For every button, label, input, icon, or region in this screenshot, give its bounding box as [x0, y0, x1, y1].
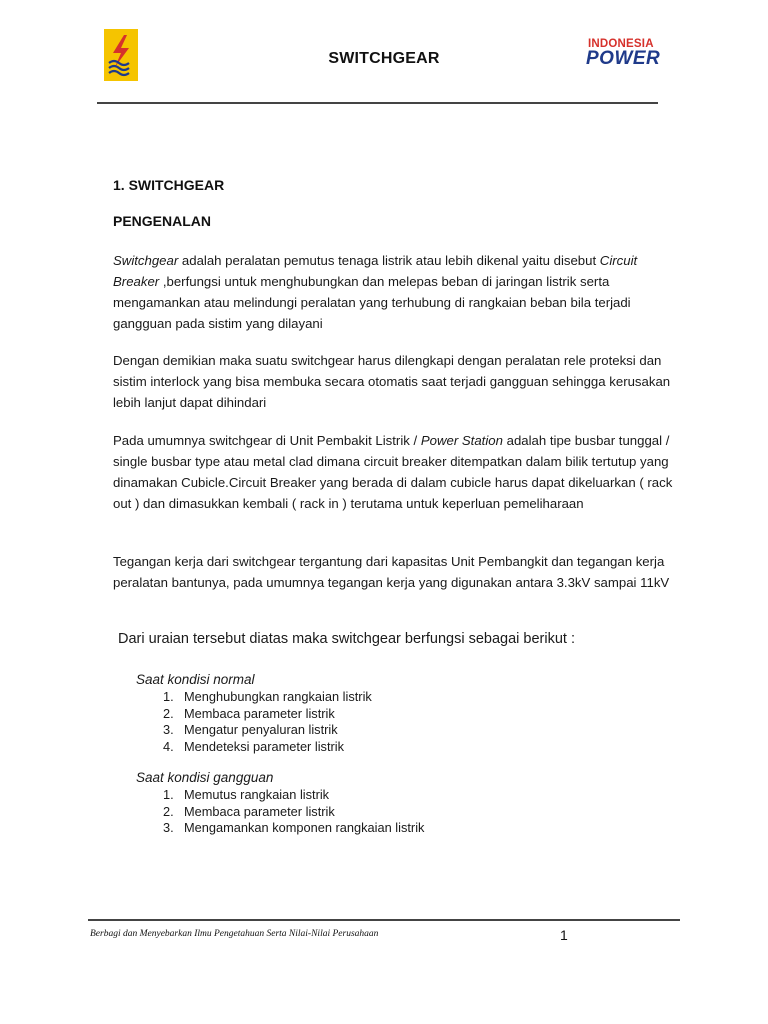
paragraph-4: Tegangan kerja dari switchgear tergantung dari kapasitas Unit Pembangkit dan tegangan kerja peralatan bantunya, pada umumnya tegangan kerja yang digunakan antara 3.3kV sampai 11kV	[113, 554, 670, 590]
brand-logo-line2: POWER	[586, 48, 661, 69]
list-item	[163, 706, 372, 723]
footer-tagline: Berbagi dan Menyebarkan Ilmu Pengetahuan Serta Nilai-Nilai Perusahaan	[90, 929, 379, 939]
list-item-number: 3.	[163, 820, 174, 835]
list-item	[163, 689, 372, 706]
paragraph-1-em2: Circuit Breaker	[113, 253, 638, 289]
list-item	[163, 804, 424, 821]
normal-condition-list	[163, 689, 372, 755]
footer-divider	[88, 919, 680, 921]
list-item-text: Membaca parameter listrik	[184, 705, 335, 721]
paragraph-2: Dengan demikian maka suatu switchgear harus dilengkapi dengan peralatan rele proteksi dan sistim interlock yang bisa membuka secara otomatis saat terjadi gangguan sehingga kerusakan lebih lanjut dapat dihindari	[113, 353, 671, 410]
fault-condition-title: Saat kondisi gangguan	[136, 770, 274, 785]
fault-condition-list	[163, 787, 424, 837]
list-item	[163, 787, 424, 804]
normal-condition-title: Saat kondisi normal	[136, 672, 255, 687]
section-heading: 1. SWITCHGEAR	[113, 177, 225, 193]
paragraph-3-text1: Pada umumnya switchgear di Unit Pembakit Listrik /	[113, 433, 421, 448]
list-item-number: 2.	[163, 705, 174, 721]
paragraph-1-em1: Switchgear	[113, 253, 179, 268]
list-item-text: Mengatur penyaluran listrik	[184, 722, 338, 737]
list-item-text: Mengamankan komponen rangkaian listrik	[184, 820, 425, 835]
list-item	[163, 820, 424, 837]
paragraph-1-text1: adalah peralatan pemutus tenaga listrik atau lebih dikenal yaitu disebut	[178, 253, 600, 268]
paragraph-3-text2: adalah tipe busbar tunggal / single busbar type atau metal clad dimana circuit breaker ditempatkan dalam bilik tertutup yang dinamakan Cubicle.Circuit Breaker yang berada di dalam cubicle harus dapat dikeluarkan ( rack out ) dan dimasukkan kembali ( rack in ) terutama untuk keperluan pemeliharaan	[113, 433, 673, 511]
list-item-text: Memutus rangkaian listrik	[184, 787, 330, 802]
header-divider	[97, 102, 658, 104]
list-item-number: 2.	[163, 803, 174, 819]
paragraph-3	[113, 430, 678, 514]
page-title: SWITCHGEAR	[328, 50, 440, 67]
list-item-number: 1.	[163, 689, 174, 704]
list-item	[163, 722, 372, 739]
paragraph-1	[113, 250, 678, 334]
function-intro: Dari uraian tersebut diatas maka switchgear berfungsi sebagai berikut :	[118, 631, 575, 647]
indonesia-power-logo	[584, 38, 676, 74]
list-item-text: Menghubungkan rangkaian listrik	[184, 689, 372, 704]
list-item-number: 1.	[163, 787, 174, 802]
list-item-text: Membaca parameter listrik	[184, 803, 335, 819]
list-item-number: 3.	[163, 722, 174, 737]
paragraph-1-text2: ,berfungsi untuk menghubungkan dan melepas beban di jaringan listrik serta mengamankan atau melindungi peralatan yang terhubung di rangkaian beban bila terjadi gangguan pada sistim yang dilayani	[113, 274, 631, 331]
list-item-text: Mendeteksi parameter listrik	[184, 738, 345, 754]
brand-logo-line1: INDONESIA	[588, 38, 654, 50]
page-number: 1	[560, 927, 568, 943]
list-item	[163, 739, 372, 756]
subheading: PENGENALAN	[113, 213, 212, 229]
paragraph-3-em1: Power Station	[420, 433, 503, 448]
list-item-number: 4.	[163, 738, 174, 754]
